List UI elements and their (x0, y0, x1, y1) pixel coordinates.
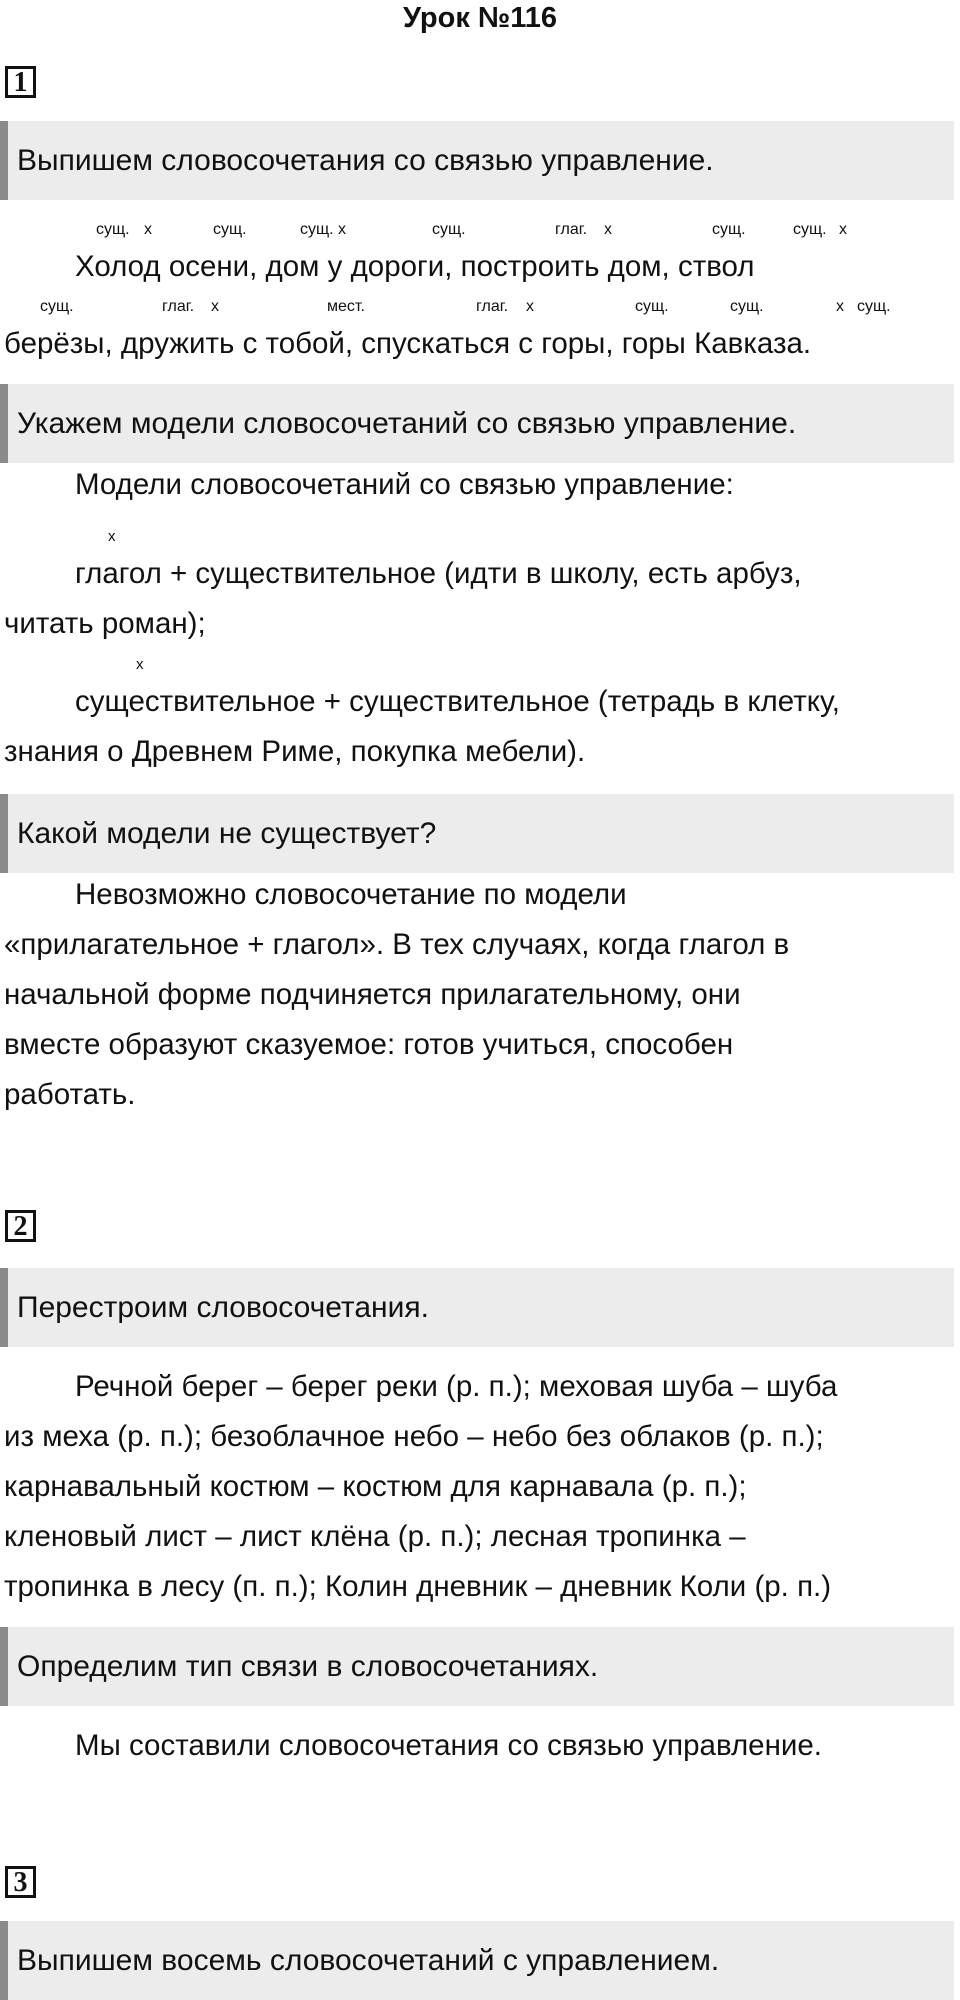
annotation: сущ. (96, 221, 130, 238)
annotation: сущ. (857, 298, 891, 315)
text-line: знания о Древнем Риме, покупка мебели). (4, 735, 586, 768)
annotation: x (526, 298, 534, 315)
annotation-mark: x (136, 656, 144, 673)
text-line: начальной форме подчиняется прилагательному, они (4, 978, 741, 1011)
annotation: глаг. (555, 221, 588, 238)
task-header-2-2: Определим тип связи в словосочетаниях. (0, 1627, 954, 1706)
text-line: берёзы, дружить с тобой, спускаться с горы, горы Кавказа. (4, 327, 812, 360)
task-header-3-1: Выпишем восемь словосочетаний с управлением. (0, 1921, 954, 2000)
annotation: x (144, 221, 152, 238)
text-line: существительное + существительное (тетрадь в клетку, (75, 685, 840, 718)
text-line: читать роман); (4, 607, 206, 640)
annotation: глаг. (162, 298, 195, 315)
text-line: Модели словосочетаний со связью управление: (75, 468, 734, 501)
text-line: карнавальный костюм – костюм для карнавала (р. п.); (4, 1470, 747, 1503)
annotation: x (211, 298, 219, 315)
annotation: сущ. (213, 221, 247, 238)
page-title: Урок №116 (402, 2, 558, 34)
task-header-1-3: Какой модели не существует? (0, 794, 954, 873)
annotation: глаг. (476, 298, 509, 315)
text-line: Холод осени, дом у дороги, построить дом, ствол (75, 250, 755, 283)
annotation: сущ. (712, 221, 746, 238)
annotation: x (836, 298, 844, 315)
annotation: сущ. x (300, 221, 347, 238)
text-line: Речной берег – берег реки (р. п.); меховая шуба – шуба (75, 1370, 838, 1403)
task-header-1-2: Укажем модели словосочетаний со связью управление. (0, 384, 954, 463)
text-line: тропинка в лесу (п. п.); Колин дневник – дневник Коли (р. п.) (4, 1570, 832, 1603)
annotation: мест. (327, 298, 365, 315)
annotation: сущ. (432, 221, 466, 238)
text-line: кленовый лист – лист клёна (р. п.); лесная тропинка – (4, 1520, 746, 1553)
annotation: сущ. (730, 298, 764, 315)
section-number-1: 1 (5, 66, 36, 98)
text-line: Мы составили словосочетания со связью управление. (75, 1729, 822, 1762)
annotation: x (604, 221, 612, 238)
annotation: сущ. (635, 298, 669, 315)
annotation: x (839, 221, 847, 238)
text-line: глагол + существительное (идти в школу, есть арбуз, (75, 557, 802, 590)
text-line: из меха (р. п.); безоблачное небо – небо без облаков (р. п.); (4, 1420, 824, 1453)
task-header-1-1: Выпишем словосочетания со связью управление. (0, 121, 954, 200)
task-header-2-1: Перестроим словосочетания. (0, 1268, 954, 1347)
annotation: сущ. (793, 221, 827, 238)
text-line: работать. (4, 1078, 136, 1111)
text-line: Невозможно словосочетание по модели (75, 878, 627, 911)
section-number-3: 3 (5, 1866, 36, 1898)
section-number-2: 2 (5, 1210, 36, 1242)
text-line: вместе образуют сказуемое: готов учиться, способен (4, 1028, 734, 1061)
annotation-mark: x (108, 528, 116, 545)
text-line: «прилагательное + глагол». В тех случаях, когда глагол в (4, 928, 790, 961)
annotation: сущ. (40, 298, 74, 315)
